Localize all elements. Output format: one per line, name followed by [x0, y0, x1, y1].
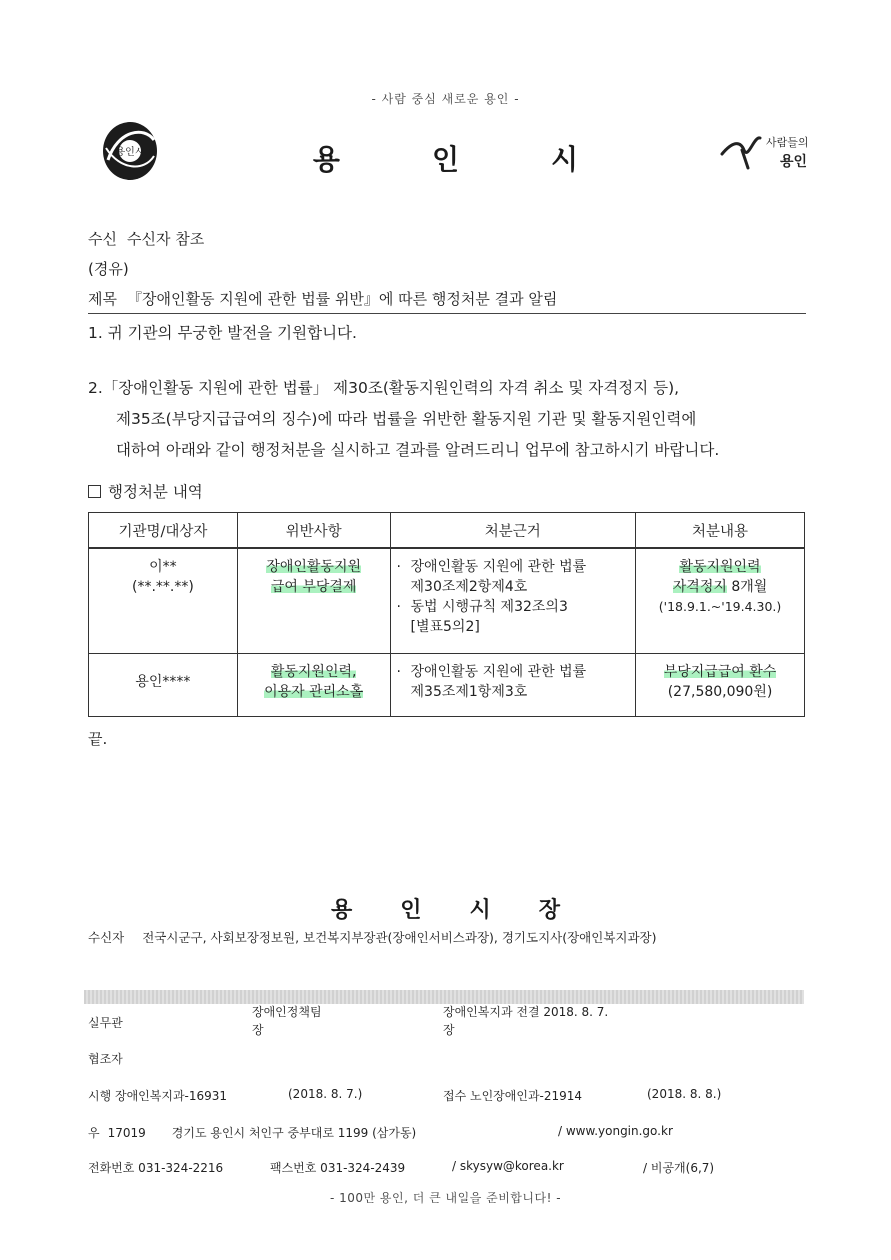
- bullet: ·: [396, 599, 401, 615]
- privacy-status: / 비공개(6,7): [643, 1161, 715, 1175]
- header-action: 처분내용: [636, 513, 805, 549]
- cell-violation: [237, 548, 390, 654]
- recipient-value: 수신자 참조: [126, 230, 205, 248]
- execution-number: 시행 장애인복지과-16931: [88, 1089, 228, 1103]
- basis-line: 제35조제1항제3호: [410, 684, 528, 700]
- action-amount: (27,580,090원): [667, 684, 773, 700]
- basis-line: 동법 시행규칙 제32조의3: [410, 599, 568, 615]
- emblem-text: 용인시: [115, 147, 145, 158]
- header-target: 기관명/대상자: [89, 513, 238, 549]
- checkbox-icon: [88, 485, 101, 498]
- recipients-value: 전국시군구, 사회보장정보원, 보건복지부장관(장애인서비스과장), 경기도지사(장애인복지과장): [142, 930, 657, 945]
- basis-item: [397, 597, 630, 637]
- basis-line: 장애인활동 지원에 관한 법률: [410, 664, 587, 680]
- cell-target: [89, 548, 238, 654]
- telephone: 전화번호 031-324-2216: [88, 1161, 224, 1175]
- basis-item: [397, 662, 630, 702]
- action-line-2b: 8개월: [726, 579, 768, 595]
- paragraph-2-line-1: 2.「장애인활동 지원에 관한 법률」 제30조(활동지원인력의 자격 취소 및 자격정지 등),: [88, 379, 680, 397]
- staff-label: 실무관: [88, 1016, 123, 1030]
- subject-label: 제목: [88, 290, 117, 308]
- violation-line-1: 활동지원인력,: [270, 664, 357, 680]
- receipt-date: (2018. 8. 8.): [647, 1087, 722, 1101]
- cell-action: [636, 654, 805, 717]
- paragraph-2-line-2: 제35조(부당지급급여의 징수)에 따라 법률을 위반한 활동지원 기관 및 활동지원인력에: [116, 410, 697, 428]
- section-title: [88, 480, 203, 502]
- address: 경기도 용인시 처인구 중부대로 1199 (삼가동): [171, 1126, 417, 1140]
- director-title: 장애인복지과 전결 2018. 8. 7.: [443, 1005, 609, 1019]
- team-lead-title: 장애인정책팀: [252, 1005, 322, 1019]
- director-approval: [443, 1003, 608, 1039]
- table-header-row: [89, 513, 805, 549]
- paragraph-1: 1. 귀 기관의 무궁한 발전을 기원합니다.: [88, 324, 357, 342]
- fax: 팩스번호 031-324-2439: [270, 1161, 406, 1175]
- action-line-2a: 자격정지: [672, 579, 727, 595]
- execution-date: (2018. 8. 7.): [288, 1087, 363, 1101]
- table-row: [89, 654, 805, 717]
- recipient-label: 수신: [88, 230, 117, 248]
- subject-row: [88, 288, 557, 309]
- action-line-1: 활동지원인력: [679, 559, 761, 575]
- recipients-label: 수신자: [88, 930, 125, 945]
- recipients-list: [88, 928, 657, 946]
- via-row: (경유): [88, 260, 129, 278]
- zip-label: 우: [88, 1126, 100, 1140]
- violation-line-2: 이용자 관리소홀: [264, 684, 364, 700]
- target-name: 이**: [149, 559, 177, 575]
- header-violation: 위반사항: [237, 513, 390, 549]
- target-birth: (**.**.**): [131, 579, 194, 595]
- director-suffix: 장: [443, 1023, 455, 1037]
- email: / skysyw@korea.kr: [452, 1159, 564, 1173]
- subject-value: 『장애인활동 지원에 관한 법률 위반』에 따른 행정처분 결과 알림: [126, 290, 558, 308]
- bullet: ·: [396, 664, 401, 680]
- org-title: 용인시: [312, 143, 671, 176]
- recipient-row: [88, 228, 204, 249]
- action-period: ('18.9.1.~'19.4.30.): [658, 599, 782, 614]
- cell-basis: [390, 548, 636, 654]
- action-line-1: 부당지급급여 환수: [663, 664, 777, 680]
- scan-band: [84, 990, 804, 1004]
- violation-line-1: 장애인활동지원: [266, 559, 361, 575]
- end-mark: 끝.: [88, 730, 108, 748]
- paragraph-2: [88, 373, 808, 466]
- subject-divider: [88, 313, 806, 314]
- cell-target: [89, 654, 238, 717]
- zip-code: 17019: [107, 1126, 146, 1140]
- cell-violation: [237, 654, 390, 717]
- paragraph-2-line-3: 대하여 아래와 같이 행정처분을 실시하고 결과를 알려드리니 업무에 참고하시기 바랍니다.: [116, 441, 720, 459]
- table-row: [89, 548, 805, 654]
- brand-slogan-logo: [718, 128, 818, 178]
- team-lead-approval: [252, 1003, 322, 1039]
- header-slogan: - 사람 중심 새로운 용인 -: [371, 92, 520, 106]
- brand-text-top: 사람들의: [766, 136, 809, 149]
- basis-line: 장애인활동 지원에 관한 법률: [410, 559, 587, 575]
- basis-line: [별표5의2]: [410, 619, 480, 635]
- cell-basis: [390, 654, 636, 717]
- header-basis: 처분근거: [390, 513, 636, 549]
- cell-action: [636, 548, 805, 654]
- basis-item: [397, 557, 630, 597]
- disposition-table: [88, 512, 805, 717]
- website: / www.yongin.go.kr: [558, 1124, 673, 1138]
- cooperator-label: 협조자: [88, 1052, 123, 1066]
- brand-text-bottom: 용인: [780, 154, 808, 170]
- bullet: ·: [396, 559, 401, 575]
- basis-line: 제30조제2항제4호: [410, 579, 528, 595]
- violation-line-2: 급여 부당결제: [270, 579, 357, 595]
- section-title-text: 행정처분 내역: [108, 483, 203, 501]
- target-name: 용인****: [135, 674, 191, 690]
- receipt-number: 접수 노인장애인과-21914: [443, 1089, 583, 1103]
- mayor-signature-title: 용인시장: [330, 898, 608, 923]
- footer-slogan: - 100만 용인, 더 큰 내일을 준비합니다! -: [329, 1191, 562, 1205]
- team-lead-suffix: 장: [252, 1023, 264, 1037]
- address-row: [88, 1124, 416, 1141]
